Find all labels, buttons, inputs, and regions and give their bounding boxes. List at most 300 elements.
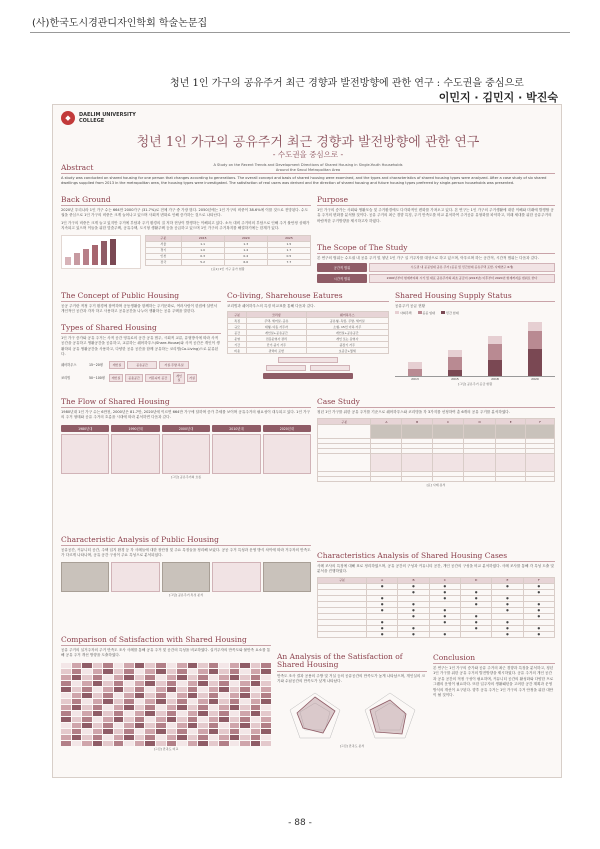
- heatmap-cell: [82, 663, 92, 668]
- heatmap-cell: [177, 669, 187, 674]
- heatmap-cell: [177, 741, 187, 746]
- table-header-cell: B: [398, 577, 429, 583]
- heatmap-cell: [251, 669, 261, 674]
- heatmap-cell: [188, 711, 198, 716]
- heatmap-cell: [261, 675, 271, 680]
- heatmap-cell: [114, 729, 124, 734]
- legend-item: 사회주택: [395, 311, 412, 315]
- heatmap-cell: [135, 699, 145, 704]
- heatmap-cell: [114, 693, 124, 698]
- heatmap-cell: [82, 681, 92, 686]
- heatmap-cell: [198, 699, 208, 704]
- heatmap-cell: [177, 687, 187, 692]
- supply-caption: [그림] 공유주거 공급 현황: [457, 382, 493, 387]
- heatmap-cell: [61, 717, 71, 722]
- char-cases-section: [317, 551, 555, 647]
- case-study-section: [317, 397, 555, 547]
- char-cases-table: [317, 577, 555, 638]
- scope-row-label: 공간적 범위: [317, 263, 367, 272]
- heatmap-cell: [219, 729, 229, 734]
- table-cell: ●: [398, 613, 429, 619]
- heatmap-cell: [209, 681, 219, 686]
- heatmap-cell: [251, 675, 261, 680]
- table-cell: 0.4: [224, 253, 267, 259]
- paper-authors: 이민지 · 김민지 · 박진숙: [438, 91, 558, 104]
- type-tag: 거실: [187, 374, 197, 382]
- background-text-1: 2020년 우리나라 1인 가구 수는 664만 2000가구 (31.7%)로 전체 가구 중 가장 많다. 2050년에는 1인 가구의 비중이 38.6%에 이를 것으로 전망된다. 수도권을 중심으로 1인 가구의 비중은 크게 늘어나고 있으며 사회적 변화로 인해 증가하는 것으로 나타난다.: [61, 208, 308, 218]
- analysis-caption: [그림] 만족도 분석: [339, 744, 365, 749]
- concept-heading: The Concept of Public Housing: [61, 291, 221, 302]
- heatmap-cell: [177, 717, 187, 722]
- background-table: [145, 235, 311, 266]
- flow-detail-grid: [61, 434, 311, 474]
- heatmap-cell: [209, 741, 219, 746]
- heatmap-cell: [219, 663, 229, 668]
- heatmap-cell: [124, 687, 134, 692]
- heatmap-cell: [240, 663, 250, 668]
- heatmap-cell: [188, 693, 198, 698]
- table-cell: ●: [367, 595, 398, 601]
- heatmap-cell: [219, 735, 229, 740]
- heatmap-cell: [156, 669, 166, 674]
- heatmap-cell: [188, 723, 198, 728]
- background-section: [61, 195, 311, 285]
- conclusion-text: 본 연구는 1인 가구의 증가와 공유 주거의 최근 경향과 특징을 분석하고, 청년 1인 가구를 위한 공유 주거의 발전방향을 제시하였다. 공유 주거의 개인 공간과 공유 공간의 적정 구성이 필요하며, 커뮤니티 공간의 활성화와 다양한 프로그램의 운영이 필요하다. 또한 입주자의 생활패턴을 고려한 공간 계획과 운영 방식의 개선이 요구된다. 향후 공유 주거는 1인 가구의 주거 안정을 위한 대안이 될 것이다.: [433, 666, 554, 697]
- type-size: 50~100평: [89, 376, 105, 381]
- table-cell: [460, 631, 491, 637]
- heatmap-cell: [114, 723, 124, 728]
- heatmap-cell: [230, 741, 240, 746]
- purpose-section: [317, 195, 555, 241]
- satisfaction-section: [61, 635, 271, 775]
- heatmap-cell: [145, 687, 155, 692]
- scope-section: [317, 243, 555, 293]
- heatmap-cell: [230, 723, 240, 728]
- heatmap-cell: [177, 723, 187, 728]
- heatmap-cell: [230, 693, 240, 698]
- table-cell: ●: [523, 583, 554, 589]
- heatmap-cell: [103, 699, 113, 704]
- case-study-table: [317, 418, 555, 482]
- heatmap-cell: [72, 699, 82, 704]
- table-cell: 개인실+공유공간: [306, 330, 388, 336]
- table-header-cell: 구분: [228, 312, 247, 318]
- heatmap-cell: [167, 735, 177, 740]
- heatmap-cell: [124, 693, 134, 698]
- heatmap-cell: [209, 669, 219, 674]
- heatmap-cell: [124, 699, 134, 704]
- heatmap-cell: [156, 705, 166, 710]
- table-header-cell: 2025: [267, 235, 310, 241]
- heatmap-cell: [261, 711, 271, 716]
- table-cell: ●: [492, 625, 523, 631]
- heatmap-cell: [135, 687, 145, 692]
- heatmap-cell: [261, 717, 271, 722]
- table-row: [146, 259, 311, 265]
- table-cell: 1.7: [267, 247, 310, 253]
- background-bar-chart: [61, 235, 141, 269]
- table-cell: ●: [492, 607, 523, 613]
- table-cell: 전국: [146, 259, 182, 265]
- heatmap-cell: [103, 675, 113, 680]
- heatmap-cell: [82, 723, 92, 728]
- heatmap-cell: [114, 717, 124, 722]
- table-row: [228, 348, 389, 354]
- table-cell: ●: [460, 601, 491, 607]
- heatmap-cell: [114, 675, 124, 680]
- purpose-text: 1인 가구의 증가는 사회와 생활모습 및 주거환경에도 다각화적인 변화를 가져오고 있다. 본 연구는 1인 가구의 주거생활에 대한 이해와 미래에 발생할 공유 주거의 변화를 분석할 것이다. 공유 주거의 최근 경향 특징, 주거 만족도를 비교 분석하여 주거공유 유형화를 파악하고, 미래 세대를 위한 공유주거의 바람직한 주거방향을 제시하고자 하였다.: [317, 208, 554, 223]
- heatmap-cell: [156, 723, 166, 728]
- heatmap-cell: [145, 675, 155, 680]
- heatmap-cell: [124, 675, 134, 680]
- heatmap-cell: [209, 705, 219, 710]
- heatmap-cell: [219, 687, 229, 692]
- char-public-section: [61, 535, 311, 635]
- supply-text: 공유주거 공급 현황: [395, 304, 426, 308]
- heatmap-cell: [251, 693, 261, 698]
- heatmap-cell: [156, 711, 166, 716]
- heatmap-cell: [261, 723, 271, 728]
- heatmap-cell: [230, 705, 240, 710]
- heatmap-cell: [167, 741, 177, 746]
- heatmap-cell: [156, 663, 166, 668]
- table-cell: ●: [429, 583, 460, 589]
- supply-x-axis: [395, 377, 555, 381]
- heatmap-cell: [145, 735, 155, 740]
- table-header-cell: 쉐어하우스: [306, 312, 388, 318]
- heatmap-cell: [188, 675, 198, 680]
- heatmap-cell: [103, 729, 113, 734]
- heatmap-cell: [82, 705, 92, 710]
- heatmap-cell: [261, 687, 271, 692]
- heatmap-cell: [72, 687, 82, 692]
- heatmap-cell: [188, 687, 198, 692]
- heatmap-cell: [124, 741, 134, 746]
- type-row-sharehouse: [61, 361, 221, 369]
- heatmap-cell: [61, 735, 71, 740]
- table-cell: 공간: [228, 330, 247, 336]
- table-row: [318, 631, 555, 637]
- heatmap-cell: [188, 741, 198, 746]
- heatmap-cell: [251, 687, 261, 692]
- heatmap-cell: [145, 699, 155, 704]
- table-header-cell: A: [367, 577, 398, 583]
- table-cell: ●: [367, 601, 398, 607]
- heatmap-cell: [198, 675, 208, 680]
- heatmap-cell: [114, 669, 124, 674]
- type-label: 코리빙: [61, 376, 71, 381]
- scope-row-label: 시간적 범위: [317, 274, 367, 283]
- heatmap-cell: [188, 717, 198, 722]
- university-logo: [61, 111, 136, 125]
- heatmap-cell: [114, 663, 124, 668]
- heatmap-cell: [261, 681, 271, 686]
- heatmap-cell: [209, 729, 219, 734]
- heatmap-cell: [93, 711, 103, 716]
- heatmap-cell: [240, 711, 250, 716]
- purpose-heading: Purpose: [317, 195, 555, 206]
- scope-row-temporal: [317, 274, 555, 283]
- table-header-cell: 2020: [224, 235, 267, 241]
- heatmap-cell: [209, 699, 219, 704]
- paper-title: 청년 1인 가구의 공유주거 최근 경향과 발전방향에 관한 연구 : 수도권을 중심으로: [170, 78, 524, 89]
- type-tag: 공유공간: [127, 361, 157, 369]
- heatmap-cell: [198, 711, 208, 716]
- heatmap-cell: [177, 699, 187, 704]
- heatmap-cell: [135, 729, 145, 734]
- legend-item: 민간 임대: [441, 311, 459, 315]
- heatmap-cell: [135, 717, 145, 722]
- analysis-text: 만족도 조사 결과 공용의 주방 및 거실 등의 공유공간의 만족도가 높게 나타났으며, 개인실의 크기와 수납공간의 만족도가 낮게 나타났다.: [277, 673, 425, 683]
- heatmap-cell: [72, 717, 82, 722]
- heatmap-cell: [198, 735, 208, 740]
- legend-item: 공공 임대: [418, 311, 436, 315]
- scope-row-value: 2000년부터 현재까지의 시기 및 대표 공유주거의 최초 공급이 (2013년) 이후부터 2020년 현재까지를 범위로 한다: [369, 274, 555, 283]
- heatmap-cell: [124, 663, 134, 668]
- table-cell: 대형, 다동 거주자: [247, 324, 306, 330]
- table-cell: ●: [523, 607, 554, 613]
- heatmap-cell: [114, 687, 124, 692]
- heatmap-cell: [103, 717, 113, 722]
- heatmap-cell: [82, 669, 92, 674]
- heatmap-cell: [209, 735, 219, 740]
- type-tag: 개인실: [173, 372, 185, 384]
- heatmap-cell: [230, 687, 240, 692]
- heatmap-cell: [135, 663, 145, 668]
- heatmap-cell: [103, 735, 113, 740]
- scope-row-value: 수도권 내 공공임대 공유 주거 (공공 및 민간임대 공유주택 포함, 사례연구 6개): [369, 263, 555, 272]
- table-cell: ●: [367, 607, 398, 613]
- coliving-flow-diagram: [227, 357, 389, 379]
- heatmap-cell: [135, 681, 145, 686]
- flow-section: [61, 397, 311, 507]
- scope-row-spatial: [317, 263, 555, 272]
- heatmap-cell: [72, 723, 82, 728]
- heatmap-cell: [61, 723, 71, 728]
- table-cell: ●: [398, 589, 429, 595]
- heatmap-cell: [219, 717, 229, 722]
- heatmap-cell: [167, 723, 177, 728]
- heatmap-cell: [167, 711, 177, 716]
- table-header-cell: 구분: [318, 419, 371, 425]
- char-public-text: 공유공간, 커뮤니티 공간, 주택 입지 환경 등 각 사례들에 대한 장단점 및 주요 특징들을 정리해 보았다. 공공 주거 특성과 운영 방식 차이에 따라 거주자의 만족도가 다르게 나타나며, 공유 공간 구성이 주요 특성으로 분석되었다.: [61, 548, 311, 558]
- coliving-section: [227, 291, 389, 395]
- table-cell: ●: [460, 619, 491, 625]
- timeline-item: 2000년대: [162, 425, 210, 432]
- table-cell: ●: [398, 583, 429, 589]
- heatmap-cell: [72, 729, 82, 734]
- heatmap-cell: [156, 699, 166, 704]
- heatmap-cell: [72, 669, 82, 674]
- heatmap-cell: [219, 675, 229, 680]
- heatmap-cell: [198, 729, 208, 734]
- heatmap-cell: [103, 693, 113, 698]
- heatmap-cell: [230, 663, 240, 668]
- table-cell: ●: [429, 589, 460, 595]
- case-study-text: 청년 1인 가구를 위한 공유 주거를 기준으로 쉐어하우스와 코리빙을 각 3가지를 선정하여 총 6개의 공유 주거를 분석하였다.: [317, 410, 510, 414]
- heatmap-cell: [240, 723, 250, 728]
- table-cell: 전문운영사 관리: [247, 336, 306, 342]
- table-cell: 1.4: [224, 247, 267, 253]
- heatmap-cell: [251, 729, 261, 734]
- heatmap-cell: [251, 735, 261, 740]
- heatmap-cell: [93, 675, 103, 680]
- heatmap-cell: [156, 741, 166, 746]
- abstract-heading: Abstract: [61, 163, 555, 174]
- heatmap-cell: [93, 687, 103, 692]
- heatmap-cell: [240, 699, 250, 704]
- heatmap-cell: [167, 699, 177, 704]
- table-header-cell: C: [429, 577, 460, 583]
- heatmap-cell: [93, 741, 103, 746]
- case-study-caption: [표] 사례 분석: [426, 483, 446, 488]
- table-header-cell: A: [371, 419, 402, 425]
- heatmap-cell: [124, 705, 134, 710]
- heatmap-cell: [188, 699, 198, 704]
- heatmap-cell: [167, 681, 177, 686]
- heatmap-cell: [240, 717, 250, 722]
- poster-subtitle: - 수도권을 중심으로 -: [272, 150, 344, 159]
- heatmap-cell: [103, 681, 113, 686]
- table-cell: ●: [492, 583, 523, 589]
- conclusion-heading: Conclusion: [433, 653, 555, 664]
- heatmap-cell: [114, 711, 124, 716]
- heatmap-cell: [82, 741, 92, 746]
- type-row-coliving: [61, 372, 221, 384]
- supply-year: 2013: [411, 377, 419, 382]
- heatmap-cell: [103, 711, 113, 716]
- heatmap-cell: [93, 681, 103, 686]
- heatmap-cell: [124, 711, 134, 716]
- table-cell: 7.7: [267, 259, 310, 265]
- type-tag: 개인실: [109, 374, 123, 382]
- heatmap-cell: [145, 705, 155, 710]
- heatmap-cell: [103, 723, 113, 728]
- table-cell: 특징: [228, 318, 247, 324]
- supply-heading: Shared Housing Supply Status: [395, 291, 555, 302]
- heatmap-cell: [82, 711, 92, 716]
- heatmap-cell: [240, 735, 250, 740]
- table-cell: 경기: [146, 247, 182, 253]
- heatmap-cell: [135, 693, 145, 698]
- heatmap-cell: [82, 729, 92, 734]
- abstract-section: [61, 163, 555, 193]
- table-cell: ●: [367, 583, 398, 589]
- table-cell: ●: [398, 601, 429, 607]
- heatmap-cell: [188, 735, 198, 740]
- background-heading: Back Ground: [61, 195, 311, 206]
- heatmap-cell: [240, 693, 250, 698]
- table-cell: 운영: [228, 336, 247, 342]
- table-cell: ●: [367, 619, 398, 625]
- heatmap-cell: [177, 711, 187, 716]
- journal-header: (사)한국도시경관디자인학회 학술논문집: [32, 18, 208, 29]
- table-cell: ●: [523, 613, 554, 619]
- timeline-item: 1990년대: [111, 425, 159, 432]
- table-cell: [318, 631, 367, 637]
- heatmap-cell: [156, 675, 166, 680]
- supply-year: 2020: [531, 377, 539, 382]
- heatmap-cell: [167, 663, 177, 668]
- radar-chart-left: [285, 688, 345, 743]
- heatmap-cell: [198, 693, 208, 698]
- heatmap-cell: [145, 711, 155, 716]
- table-cell: 개인 또는 운영사: [306, 336, 388, 342]
- table-cell: 중장기 거주: [306, 342, 388, 348]
- heatmap-cell: [177, 681, 187, 686]
- heatmap-cell: [251, 705, 261, 710]
- type-label: 쉐어하우스: [61, 363, 77, 368]
- heatmap-cell: [240, 741, 250, 746]
- heatmap-cell: [167, 687, 177, 692]
- heatmap-cell: [209, 675, 219, 680]
- heatmap-cell: [219, 711, 229, 716]
- heatmap-cell: [156, 717, 166, 722]
- heatmap-cell: [198, 681, 208, 686]
- type-tag: 개인실: [109, 361, 125, 369]
- heatmap-cell: [240, 675, 250, 680]
- heatmap-cell: [177, 705, 187, 710]
- heatmap-cell: [240, 729, 250, 734]
- heatmap-cell: [156, 735, 166, 740]
- heatmap-cell: [219, 699, 229, 704]
- heatmap-cell: [219, 723, 229, 728]
- abstract-text: A study was conducted on shared housing for one person that changes according to generations. The overall concept and basis of shared housing were examined, and the types and characteristics of shared housing types were analyzed. After a case study of six shared dwellings supplied from 2013 in the metropolitan area, the housing types were investigated. The satisfaction of real users was derived and the direction of shared housing and future housing types preferred by single-person households was presented.: [61, 176, 547, 186]
- table-cell: ●: [523, 589, 554, 595]
- table-cell: 비용: [228, 348, 247, 354]
- heatmap-cell: [261, 693, 271, 698]
- table-cell: 관리비 포함: [247, 348, 306, 354]
- heatmap-cell: [167, 705, 177, 710]
- flow-heading: The Flow of Shared Housing: [61, 397, 311, 408]
- heatmap-cell: [61, 687, 71, 692]
- heatmap-cell: [251, 723, 261, 728]
- scope-heading: The Scope of The Study: [317, 243, 555, 254]
- table-cell: ●: [523, 625, 554, 631]
- table-header-cell: F: [523, 577, 554, 583]
- heatmap-cell: [61, 675, 71, 680]
- table-cell: ●: [460, 625, 491, 631]
- heatmap-cell: [72, 741, 82, 746]
- heatmap-cell: [72, 681, 82, 686]
- heatmap-cell: [188, 663, 198, 668]
- table-header-cell: E: [496, 419, 526, 425]
- heatmap-cell: [72, 693, 82, 698]
- char-public-heading: Characteristic Analysis of Public Housing: [61, 535, 311, 546]
- heatmap-cell: [135, 711, 145, 716]
- table-header-cell: 구분: [146, 235, 182, 241]
- heatmap-cell: [82, 687, 92, 692]
- heatmap-cell: [61, 669, 71, 674]
- char-public-caption: [그림] 공유주거 특성 분석: [168, 592, 204, 597]
- table-cell: 1.5: [267, 241, 310, 247]
- table-cell: 5.2: [181, 259, 224, 265]
- heatmap-cell: [209, 723, 219, 728]
- types-section: [61, 323, 221, 397]
- heatmap-cell: [177, 693, 187, 698]
- heatmap-cell: [230, 675, 240, 680]
- type-tag: 거실·주방·욕실: [159, 361, 189, 369]
- heatmap-cell: [72, 675, 82, 680]
- heatmap-cell: [167, 669, 177, 674]
- table-cell: ●: [429, 619, 460, 625]
- table-cell: ●: [460, 589, 491, 595]
- background-caption: [표1] 1인 가구 증가 현황: [211, 266, 245, 271]
- heatmap-cell: [61, 681, 71, 686]
- heatmap-cell: [124, 729, 134, 734]
- heatmap-cell: [135, 741, 145, 746]
- heatmap-cell: [261, 699, 271, 704]
